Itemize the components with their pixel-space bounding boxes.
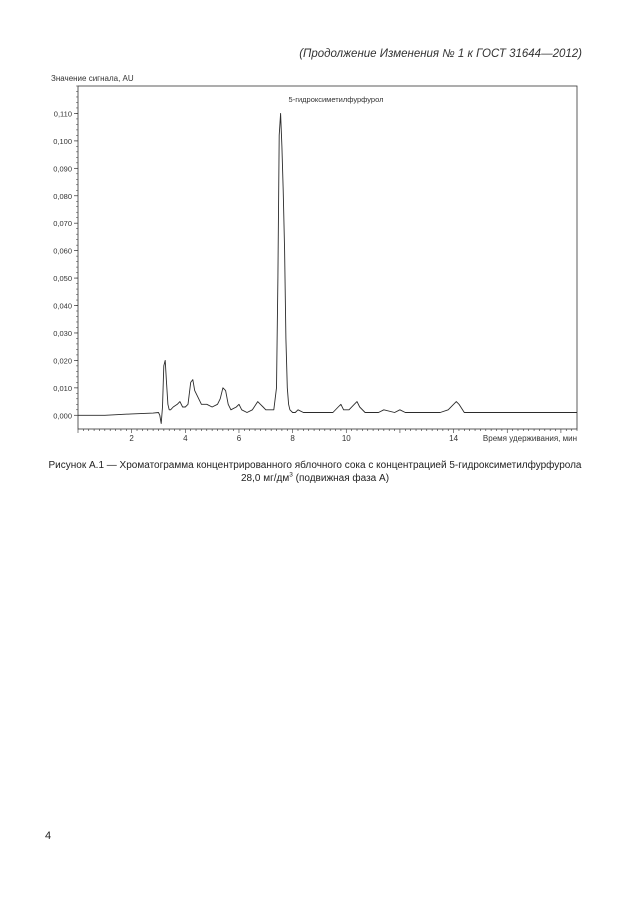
caption-line-2-start: 28,0 мг/дм [240,473,290,484]
y-tick-label: 0,060 [53,246,72,256]
page-number: 4 [45,830,52,842]
peak-annotation: 5-гидроксиметилфурфурол [288,94,384,104]
y-tick-label: 0,000 [53,411,72,421]
y-tick-label: 0,050 [53,274,72,284]
chromatogram-line [78,113,577,423]
y-tick-label: 0,090 [53,164,72,174]
caption-line-2 [30,472,600,485]
y-tick-label: 0,110 [53,109,72,119]
y-tick-label: 0,020 [53,356,72,366]
x-tick-label: 8 [290,434,295,443]
x-tick-label: 14 [449,434,459,443]
y-tick-label: 0,070 [53,219,72,229]
y-tick-label: 0,040 [53,301,72,311]
y-tick-label: 0,010 [53,383,72,393]
y-tick-label: 0,030 [53,328,72,338]
x-tick-label: 2 [129,434,134,443]
x-tick-label: 10 [341,434,351,443]
x-tick-label: 4 [183,434,188,443]
page-header: (Продолжение Изменения № 1 к ГОСТ 31644—2012) [299,48,582,60]
y-tick-label: 0,080 [53,191,72,201]
y-axis-label: Значение сигнала, AU [51,74,134,83]
caption-line-2-end: (подвижная фаза А) [292,473,390,484]
x-tick-label: 6 [236,434,242,443]
figure-caption [30,459,600,485]
y-tick-label: 0,100 [53,136,72,146]
plot-frame [78,86,577,429]
caption-line-1: Рисунок А.1 — Хроматограмма концентрированного яблочного сока с концентрацией 5-гидроксиметилфурфурола [48,460,582,471]
caption-superscript: 3 [289,471,293,479]
x-axis-label: Время удерживания, мин [482,434,577,443]
